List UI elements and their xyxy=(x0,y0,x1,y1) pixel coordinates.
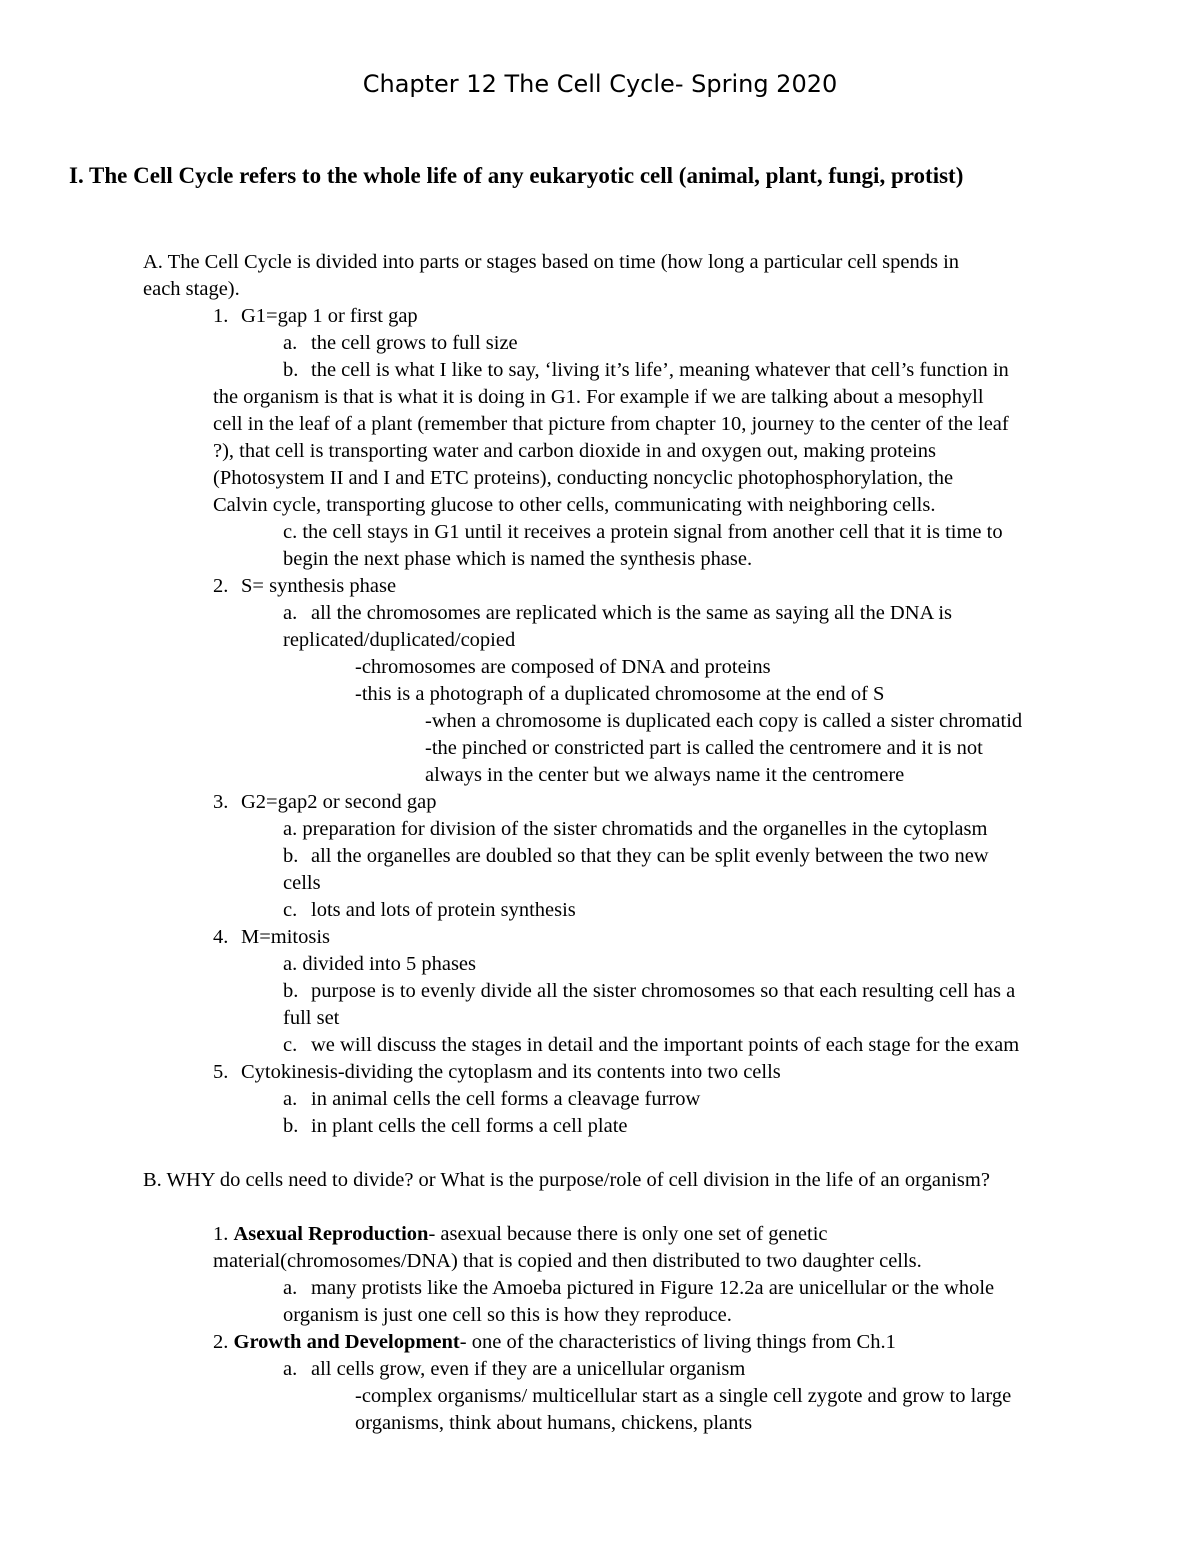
line-text: begin the next phase which is named the synthesis phase. xyxy=(283,548,753,570)
text-line xyxy=(283,1275,994,1302)
line-text: S= synthesis phase xyxy=(241,575,397,597)
list-marker: a. xyxy=(283,1277,298,1299)
text-line xyxy=(283,519,1003,546)
list-marker: b. xyxy=(283,845,299,867)
text-line xyxy=(213,1248,922,1275)
line-text: the cell grows to full size xyxy=(311,332,518,354)
line-text: all the chromosomes are replicated which is the same as saying all the DNA is xyxy=(311,602,953,624)
text-line xyxy=(143,249,959,276)
line-text: ?), that cell is transporting water and carbon dioxide in and oxygen out, making proteins xyxy=(213,440,937,462)
text-line xyxy=(213,438,936,465)
line-text: all the organelles are doubled so that they can be split evenly between the two new xyxy=(311,845,989,867)
bold-term: Asexual Reproduction xyxy=(233,1223,429,1245)
line-text: purpose is to evenly divide all the sister chromosomes so that each resulting cell has a xyxy=(311,980,1016,1002)
line-text: M=mitosis xyxy=(241,926,331,948)
text-line xyxy=(213,411,1009,438)
line-text: a. preparation for division of the sister chromatids and the organelles in the cytoplasm xyxy=(283,818,988,840)
text-line xyxy=(213,384,984,411)
line-text: -complex organisms/ multicellular start as a single cell zygote and grow to large xyxy=(355,1385,1012,1407)
line-text: all cells grow, even if they are a unicellular organism xyxy=(311,1358,746,1380)
text-line xyxy=(213,573,396,600)
text-line xyxy=(143,276,240,303)
text-line xyxy=(283,357,1009,384)
text-line xyxy=(283,600,952,627)
text-line xyxy=(213,924,330,951)
line-text: cells xyxy=(283,872,321,894)
line-text: - one of the characteristics of living things from Ch.1 xyxy=(459,1331,896,1353)
line-text: we will discuss the stages in detail and the important points of each stage for the exam xyxy=(311,1034,1020,1056)
list-marker: b. xyxy=(283,980,299,1002)
text-line xyxy=(355,1383,1011,1410)
list-marker: c. xyxy=(283,899,298,921)
text-line xyxy=(213,1329,896,1356)
line-text: Calvin cycle, transporting glucose to other cells, communicating with neighboring cells. xyxy=(213,494,936,516)
line-text: organisms, think about humans, chickens, plants xyxy=(355,1412,753,1434)
text-line xyxy=(213,303,418,330)
text-line xyxy=(425,762,904,789)
line-text: many protists like the Amoeba pictured in Figure 12.2a are unicellular or the whole xyxy=(311,1277,995,1299)
document-title: Chapter 12 The Cell Cycle- Spring 2020 xyxy=(362,70,838,98)
line-text: each stage). xyxy=(143,278,240,300)
text-line xyxy=(213,1221,828,1248)
text-line xyxy=(213,492,935,519)
line-text: - asexual because there is only one set of genetic xyxy=(428,1223,828,1245)
list-marker: c. xyxy=(283,1034,298,1056)
line-text: (Photosystem II and I and ETC proteins), conducting noncyclic photophosphorylation, the xyxy=(213,467,954,489)
text-line xyxy=(355,1410,752,1437)
text-line xyxy=(283,870,321,897)
section-heading: I. The Cell Cycle refers to the whole life of any eukaryotic cell (animal, plant, fungi, protist) xyxy=(69,163,964,188)
text-line xyxy=(425,708,1022,735)
text-line xyxy=(283,816,987,843)
text-line xyxy=(213,1059,781,1086)
text-line xyxy=(283,546,752,573)
line-text: the organism is that is what it is doing in G1. For example if we are talking about a mesophyll xyxy=(213,386,984,408)
bold-term: Growth and Development xyxy=(233,1331,460,1353)
text-line xyxy=(283,897,576,924)
line-text: replicated/duplicated/copied xyxy=(283,629,516,651)
line-text: full set xyxy=(283,1007,340,1029)
list-number: 1. xyxy=(213,1223,234,1245)
text-line xyxy=(283,978,1015,1005)
text-line xyxy=(283,627,515,654)
text-line xyxy=(283,1356,745,1383)
line-text: in animal cells the cell forms a cleavage furrow xyxy=(311,1088,701,1110)
line-text: in plant cells the cell forms a cell plate xyxy=(311,1115,628,1137)
text-line xyxy=(213,789,436,816)
text-line xyxy=(425,735,983,762)
list-marker: 1. xyxy=(213,305,229,327)
line-text: G1=gap 1 or first gap xyxy=(241,305,418,327)
line-text: -the pinched or constricted part is called the centromere and it is not xyxy=(425,737,983,759)
line-text: -chromosomes are composed of DNA and proteins xyxy=(355,656,771,678)
list-marker: b. xyxy=(283,1115,299,1137)
text-line xyxy=(283,1086,700,1113)
list-marker: a. xyxy=(283,602,298,624)
list-marker: a. xyxy=(283,1358,298,1380)
list-marker: a. xyxy=(283,332,298,354)
text-line xyxy=(283,843,989,870)
text-line xyxy=(355,654,771,681)
list-marker: a. xyxy=(283,1088,298,1110)
line-text: always in the center but we always name it the centromere xyxy=(425,764,905,786)
line-text: organism is just one cell so this is how they reproduce. xyxy=(283,1304,732,1326)
list-marker: 2. xyxy=(213,575,229,597)
text-line xyxy=(283,1005,339,1032)
text-line xyxy=(355,681,884,708)
text-line xyxy=(283,951,476,978)
list-number: 2. xyxy=(213,1331,234,1353)
text-line xyxy=(283,1302,732,1329)
list-marker: 5. xyxy=(213,1061,229,1083)
line-text: A. The Cell Cycle is divided into parts or stages based on time (how long a particular cell spends in xyxy=(143,251,960,273)
text-line xyxy=(283,1032,1019,1059)
list-marker: 4. xyxy=(213,926,229,948)
line-text: -this is a photograph of a duplicated chromosome at the end of S xyxy=(355,683,885,705)
line-text: c. the cell stays in G1 until it receives a protein signal from another cell that it is time to xyxy=(283,521,1003,543)
line-text: a. divided into 5 phases xyxy=(283,953,477,975)
line-text: lots and lots of protein synthesis xyxy=(311,899,576,921)
line-text: the cell is what I like to say, ‘living it’s life’, meaning whatever that cell’s function in xyxy=(311,359,1009,381)
text-line xyxy=(213,465,953,492)
list-marker: 3. xyxy=(213,791,229,813)
text-line xyxy=(283,330,518,357)
line-text: -when a chromosome is duplicated each copy is called a sister chromatid xyxy=(425,710,1023,732)
text-line xyxy=(143,1167,990,1194)
list-marker: b. xyxy=(283,359,299,381)
line-text: B. WHY do cells need to divide? or What is the purpose/role of cell division in the life of an organism? xyxy=(143,1169,990,1191)
line-text: Cytokinesis-dividing the cytoplasm and its contents into two cells xyxy=(241,1061,781,1083)
line-text: cell in the leaf of a plant (remember that picture from chapter 10, journey to the center of the leaf xyxy=(213,413,1009,435)
line-text: material(chromosomes/DNA) that is copied and then distributed to two daughter cells. xyxy=(213,1250,922,1272)
line-text: G2=gap2 or second gap xyxy=(241,791,437,813)
text-line xyxy=(283,1113,628,1140)
